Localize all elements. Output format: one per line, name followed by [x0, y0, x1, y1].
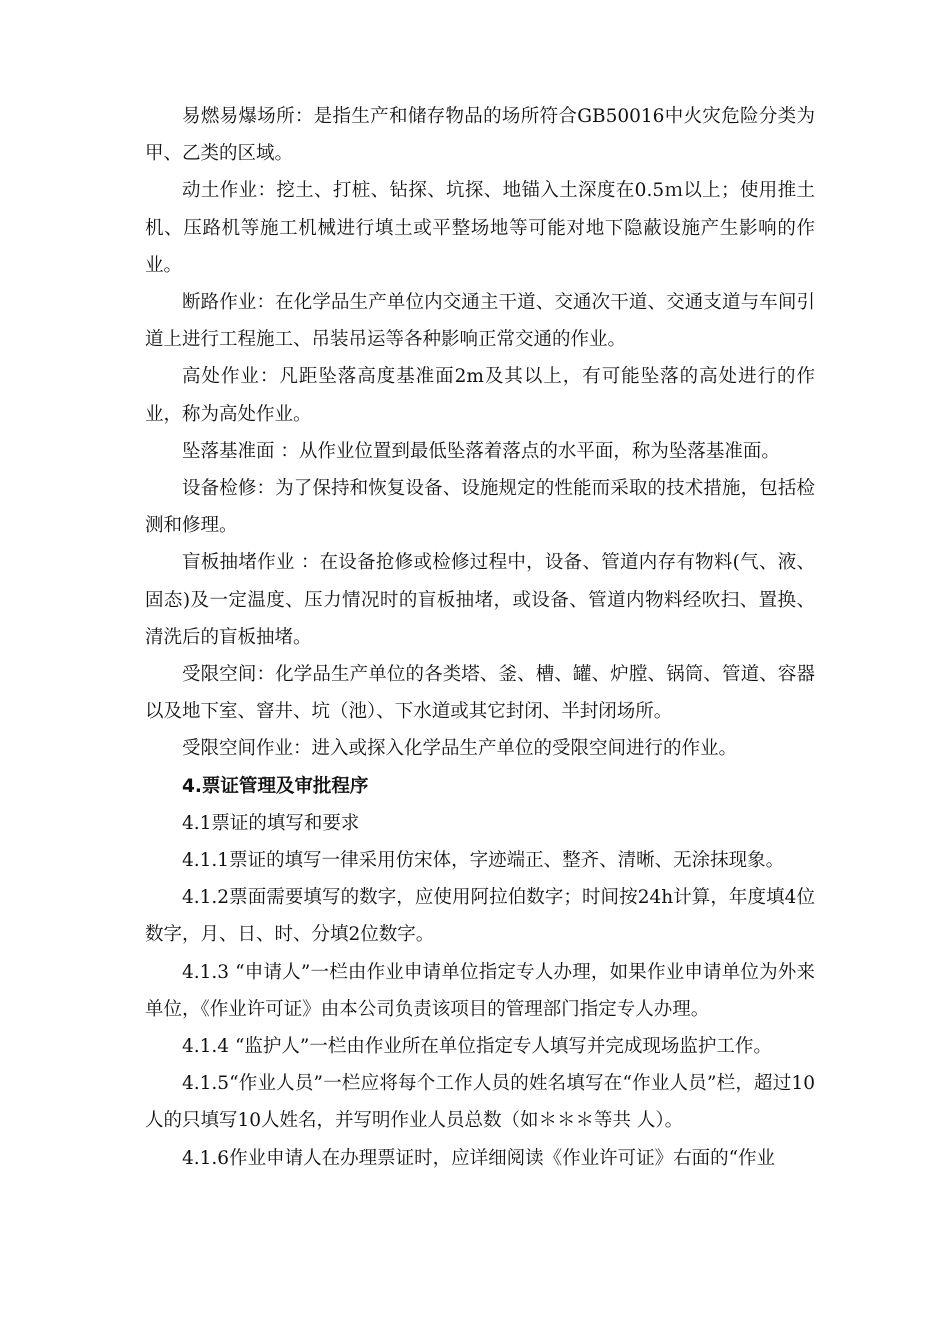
- definition-road-closure-work: 断路作业：在化学品生产单位内交通主干道、交通次干道、交通支道与车间引道上进行工程施工、吊装吊运等各种影响正常交通的作业。: [145, 292, 815, 351]
- subsection-heading: 4.1票证的填写和要求: [182, 812, 360, 834]
- definition-fall-datum-plane: 坠落基准面 ：从作业位置到最低坠落着落点的水平面，称为坠落基准面。: [182, 440, 780, 462]
- item-4-1-1: 4.1.1票证的填写一律采用仿宋体，字迹端正、整齐、清晰、无涂抹现象。: [182, 850, 785, 872]
- definition-confined-space: 受限空间：化学品生产单位的各类塔、釜、槽、罐、炉膛、锅筒、管道、容器以及地下室、窨井、坑（池）、下水道或其它封闭、半封闭场所。: [145, 664, 815, 723]
- section-heading: 4.票证管理及审批程序: [182, 775, 369, 797]
- definition-work-at-height: 高处作业：凡距坠落高度基准面2m及其以上，有可能坠落的高处进行的作业，称为高处作业。: [145, 366, 815, 425]
- item-4-1-2: 4.1.2票面需要填写的数字，应使用阿拉伯数字；时间按24h计算，年度填4位数字，月、日、时、分填2位数字。: [145, 887, 815, 946]
- item-4-1-3: 4.1.3 “申请人”一栏由作业申请单位指定专人办理，如果作业申请单位为外来单位，《作业许可证》由本公司负责该项目的管理部门指定专人办理。: [145, 961, 815, 1020]
- definition-blind-plate-work: 盲板抽堵作业 ：在设备抢修或检修过程中，设备、管道内存有物料(气、液、固态)及一定温度、压力情况时的盲板抽堵，或设备、管道内物料经吹扫、置换、清洗后的盲板抽堵。: [145, 552, 815, 648]
- definition-confined-space-work: 受限空间作业：进入或探入化学品生产单位的受限空间进行的作业。: [182, 738, 738, 760]
- definition-flammable-explosive-place: 易燃易爆场所：是指生产和储存物品的场所符合GB50016中火灾危险分类为甲、乙类的区域。: [145, 106, 815, 165]
- definition-excavation-work: 动土作业：挖土、打桩、钻探、坑探、地锚入土深度在0.5ｍ以上；使用推土机、压路机等施工机械进行填土或平整场地等可能对地下隐蔽设施产生影响的作业。: [145, 180, 815, 276]
- item-4-1-6: 4.1.6作业申请人在办理票证时，应详细阅读《作业许可证》右面的“作业: [182, 1147, 776, 1169]
- item-4-1-4: 4.1.4 “监护人”一栏由作业所在单位指定专人填写并完成现场监护工作。: [182, 1036, 772, 1058]
- definition-equipment-maintenance: 设备检修：为了保持和恢复设备、设施规定的性能而采取的技术措施，包括检测和修理。: [145, 478, 815, 537]
- item-4-1-5: 4.1.5“作业人员”一栏应将每个工作人员的姓名填写在“作业人员”栏，超过10人的只填写10人姓名，并写明作业人员总数（如＊＊＊等共 人）。: [145, 1073, 815, 1132]
- document-page: [145, 98, 815, 1177]
